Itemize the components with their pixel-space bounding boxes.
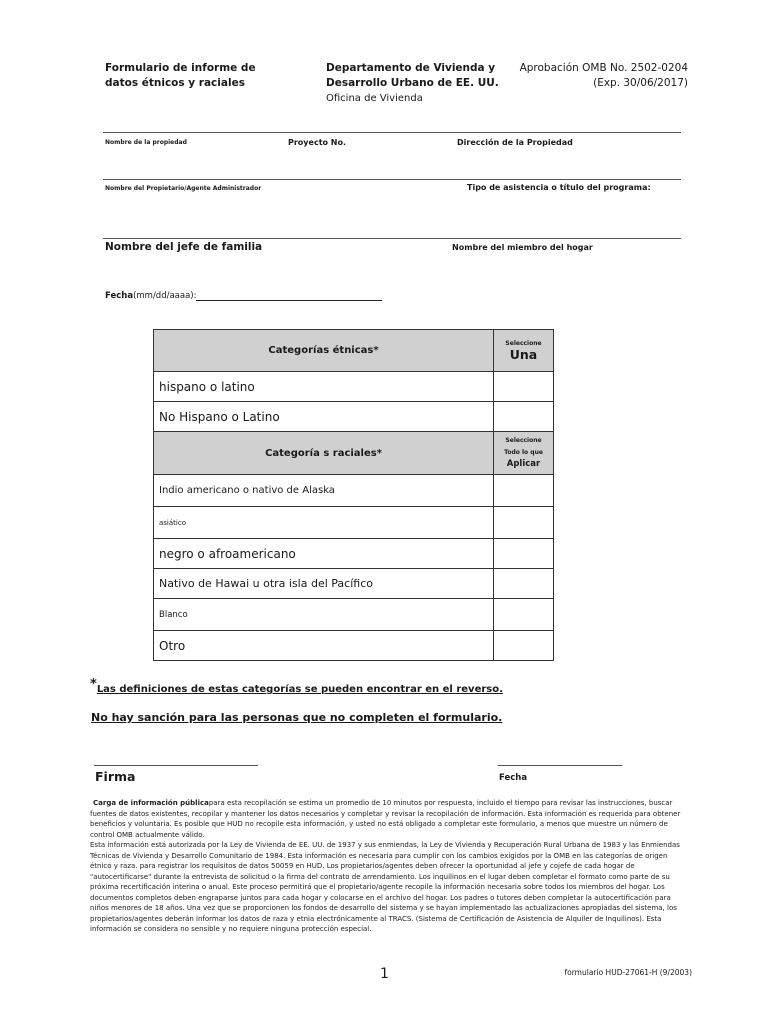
- categories-table: [153, 329, 554, 661]
- department-block: [326, 61, 499, 106]
- asterisk: *: [90, 677, 97, 692]
- ethnic-select-header: [494, 330, 554, 372]
- form-title-line2: datos étnicos y raciales: [105, 77, 245, 89]
- table-row: [154, 599, 554, 631]
- date-label: Fecha: [105, 291, 134, 301]
- department-line1: Departamento de Vivienda y: [326, 62, 496, 74]
- signature-date-label: Fecha: [499, 773, 528, 783]
- burden-title: Carga de información pública: [93, 799, 209, 807]
- select-hint: Seleccione: [505, 339, 542, 347]
- table-row: [154, 507, 554, 539]
- omb-expiration: (Exp. 30/06/2017): [593, 77, 688, 89]
- household-member-label: Nombre del miembro del hogar: [452, 243, 593, 252]
- definitions-text: Las definiciones de estas categorías se pueden encontrar en el reverso.: [96, 684, 503, 695]
- department-line2: Desarrollo Urbano de EE. UU.: [326, 77, 499, 89]
- form-id: formulario HUD-27061-H (9/2003): [564, 968, 692, 977]
- table-row: [154, 372, 554, 402]
- racial-select-box[interactable]: [494, 569, 554, 599]
- racial-option-label: asiático: [154, 507, 494, 539]
- no-penalty-note: No hay sanción para las personas que no completen el formulario.: [91, 711, 503, 724]
- signature-line[interactable]: [94, 765, 258, 766]
- omb-block: [520, 61, 688, 91]
- burden-text: para esta recopilación se estima un promedio de 10 minutos por respuesta, incluido el tiempo para revisar las instrucciones, buscar fuentes de datos existentes, recopilar y mantener los datos necesarios y completar y revisar la recopilación de información. Esta información es requerida para obtener beneficios y voluntaria. Es posible que HUD no recopile esta información, y usted no está obligado a completar este formulario, a menos que muestre un número de control OMB actualmente válido.: [90, 799, 681, 839]
- divider-line: [103, 132, 681, 133]
- form-title-line1: Formulario de informe de: [105, 62, 256, 74]
- burden-paragraph: [90, 798, 682, 840]
- signature-label: Firma: [95, 769, 136, 784]
- divider-line: [103, 238, 681, 239]
- form-title: [105, 61, 256, 91]
- signature-date-line[interactable]: [498, 765, 622, 766]
- owner-agent-label: Nombre del Propietario/Agente Administrador: [105, 185, 262, 192]
- table-row: [154, 569, 554, 599]
- property-address-label: Dirección de la Propiedad: [457, 138, 573, 147]
- table-row: [154, 539, 554, 569]
- table-row: [154, 631, 554, 661]
- omb-approval: Aprobación OMB No. 2502-0204: [519, 62, 688, 74]
- racial-option-label: Blanco: [154, 599, 494, 631]
- select-one-label: Una: [509, 346, 538, 362]
- date-format: (mm/dd/aaaa):: [133, 291, 197, 301]
- ethnic-option-label: No Hispano o Latino: [154, 402, 494, 432]
- select-all-hint: Todo lo que: [504, 449, 543, 456]
- select-apply-label: Aplicar: [506, 459, 541, 469]
- racial-categories-header: Categoría s raciales*: [154, 432, 494, 475]
- racial-select-box[interactable]: [494, 539, 554, 569]
- racial-option-label: Indio americano o nativo de Alaska: [154, 475, 494, 507]
- racial-select-box[interactable]: [494, 599, 554, 631]
- racial-option-label: Otro: [154, 631, 494, 661]
- date-field: [105, 291, 196, 301]
- project-no-label: Proyecto No.: [288, 138, 347, 147]
- table-row: [154, 402, 554, 432]
- authority-paragraph: Esta información está autorizada por la Ley de Vivienda de EE. UU. de 1937 y sus enmiendas, la Ley de Vivienda y Recuperación Rural Urbana de 1983 y las Enmiendas Técnicas de Vivienda y Desarrollo Comunitario de 1984. Esta información es necesaria para cumplir con los cambios exigidos por la OMB en las categorías de origen étnico y raza. para registrar los requisitos de datos 50059 en HUD. Los propietarios/agentes deben ofrecer la oportunidad al jefe y cojefe de cada hogar de "autocertificarse" durante la entrevista de solicitud o la firma del contrato de arrendamiento. Los inquilinos en el lugar deben completar el formato como parte de su próxima recertificación interina o anual. Este proceso permitirá que el propietario/agente recopile la información necesaria sobre todos los miembros del hogar. Los documentos completos deben engraparse juntos para cada hogar y colocarse en el archivo del hogar. Los padres o tutores deben completar la autocertificación para niños menores de 18 años. Una vez que se proporcionen los fondos de desarrollo del sistema y se hayan implementado las actualizaciones apropiadas del sistema, los propietarios/agentes deberán informar los datos de raza y etnia electrónicamente al TRACS. (Sistema de Certificación de Asistencia de Alquiler de Inquilinos). Esta información se considera no sensible y no requiere ninguna protección especial.: [90, 841, 680, 933]
- assistance-type-label: Tipo de asistencia o título del programa:: [467, 183, 651, 192]
- office-name: Oficina de Vivienda: [326, 93, 423, 104]
- ethnic-option-label: hispano o latino: [154, 372, 494, 402]
- racial-select-box[interactable]: [494, 507, 554, 539]
- property-name-label: Nombre de la propiedad: [105, 139, 187, 146]
- select-hint: Seleccione: [505, 437, 542, 444]
- racial-select-box[interactable]: [494, 631, 554, 661]
- ethnic-categories-header: Categorías étnicas*: [154, 330, 494, 372]
- racial-select-header: [494, 432, 554, 475]
- divider-line: [103, 179, 681, 180]
- legal-text: [90, 798, 682, 935]
- table-row: [154, 475, 554, 507]
- date-input-line[interactable]: [196, 300, 382, 301]
- page-number: 1: [380, 966, 389, 982]
- ethnic-select-box[interactable]: [494, 372, 554, 402]
- ethnic-select-box[interactable]: [494, 402, 554, 432]
- racial-select-box[interactable]: [494, 475, 554, 507]
- racial-option-label: Nativo de Hawai u otra isla del Pacífico: [154, 569, 494, 599]
- definitions-note: [90, 677, 503, 696]
- racial-option-label: negro o afroamericano: [154, 539, 494, 569]
- head-of-household-label: Nombre del jefe de familia: [105, 241, 263, 253]
